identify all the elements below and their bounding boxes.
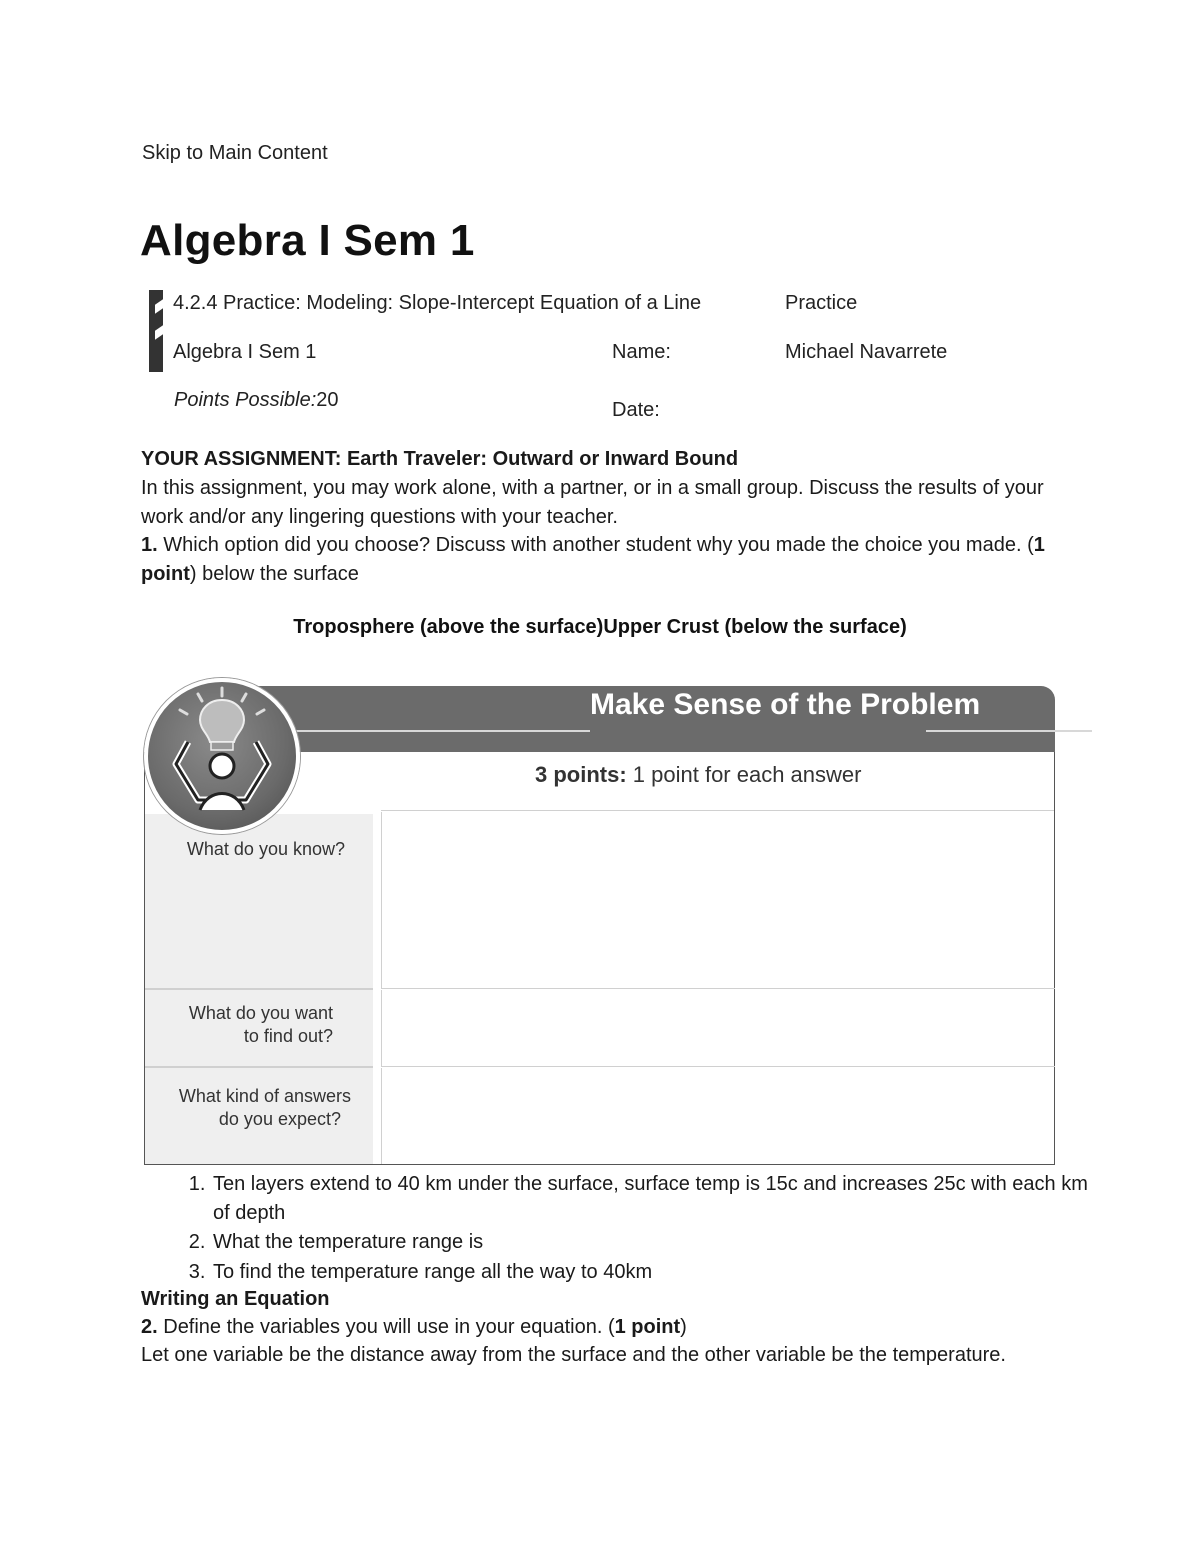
- points-label: Points Possible:: [174, 389, 317, 411]
- make-sense-figure: [144, 686, 1055, 1166]
- list-item: 2. What the temperature range is: [211, 1228, 1101, 1257]
- q2-number: 2.: [141, 1316, 158, 1338]
- points-value: 20: [316, 389, 339, 411]
- question-2: [141, 1313, 1061, 1342]
- q-find-line2: to find out?: [243, 1026, 333, 1046]
- points-row: [381, 752, 1054, 811]
- row-divider: [145, 1066, 373, 1068]
- q-find-line1: What do you want: [188, 1003, 333, 1023]
- question-1: [141, 531, 1061, 588]
- activity-type: Practice: [785, 292, 858, 314]
- points-bold: 3 points:: [535, 762, 627, 787]
- lightbulb-person-icon: [148, 682, 296, 830]
- q2-tail: ): [680, 1316, 687, 1338]
- answer-cell-know[interactable]: [381, 812, 1055, 989]
- course-name: Algebra I Sem 1: [173, 341, 317, 363]
- make-sense-title: Make Sense of the Problem: [590, 688, 981, 721]
- page-title: Algebra I Sem 1: [140, 216, 475, 265]
- answer-cell-expect[interactable]: [381, 1068, 1055, 1164]
- q1-text: Which option did you choose? Discuss with another student why you made the choice you made. (: [157, 534, 1034, 556]
- q-know: What do you know?: [186, 839, 345, 859]
- points-possible: [174, 389, 339, 412]
- q2-text: Define the variables you will use in your equation. (: [157, 1316, 615, 1338]
- name-label: Name:: [612, 341, 671, 363]
- q1-number: 1.: [141, 534, 158, 556]
- assignment-heading: YOUR ASSIGNMENT: Earth Traveler: Outward or Inward Bound: [141, 448, 739, 470]
- date-label: Date:: [612, 399, 660, 421]
- q-expect-line1: What kind of answers: [178, 1086, 351, 1106]
- points-caption: [535, 762, 861, 788]
- answer-list: [141, 1170, 1101, 1287]
- student-name: Michael Navarrete: [785, 341, 948, 363]
- row-divider: [145, 988, 373, 990]
- activity-title: 4.2.4 Practice: Modeling: Slope-Intercept Equation of a Line: [173, 292, 702, 314]
- equation-heading: Writing an Equation: [141, 1288, 330, 1310]
- answer-cell-find[interactable]: [381, 990, 1055, 1067]
- q1-points: 1 point: [141, 534, 1045, 585]
- skip-to-main-link[interactable]: Skip to Main Content: [142, 142, 328, 164]
- points-rest: 1 point for each answer: [626, 762, 862, 787]
- q-expect-line2: do you expect?: [218, 1109, 341, 1129]
- q1-tail: ) below the surface: [189, 562, 359, 585]
- options-line: Troposphere (above the surface)Upper Crust (below the surface): [293, 616, 907, 638]
- q2-points: 1 point: [614, 1316, 681, 1338]
- course-logo-icon: [149, 290, 163, 372]
- list-item: 3. To find the temperature range all the way to 40km: [211, 1258, 1101, 1287]
- thinking-person-icon: [144, 678, 300, 834]
- q2-answer: Let one variable be the distance away from the surface and the other variable be the temperature.: [141, 1344, 1006, 1366]
- assignment-intro: In this assignment, you may work alone, with a partner, or in a small group. Discuss the results of your work and/or any lingering questions with your teacher.: [141, 477, 1044, 528]
- banner-rule-right: [926, 730, 1092, 732]
- banner-rule-left: [290, 730, 590, 732]
- list-item: 1. Ten layers extend to 40 km under the surface, surface temp is 15c and increases 25c with each km of depth: [211, 1170, 1101, 1227]
